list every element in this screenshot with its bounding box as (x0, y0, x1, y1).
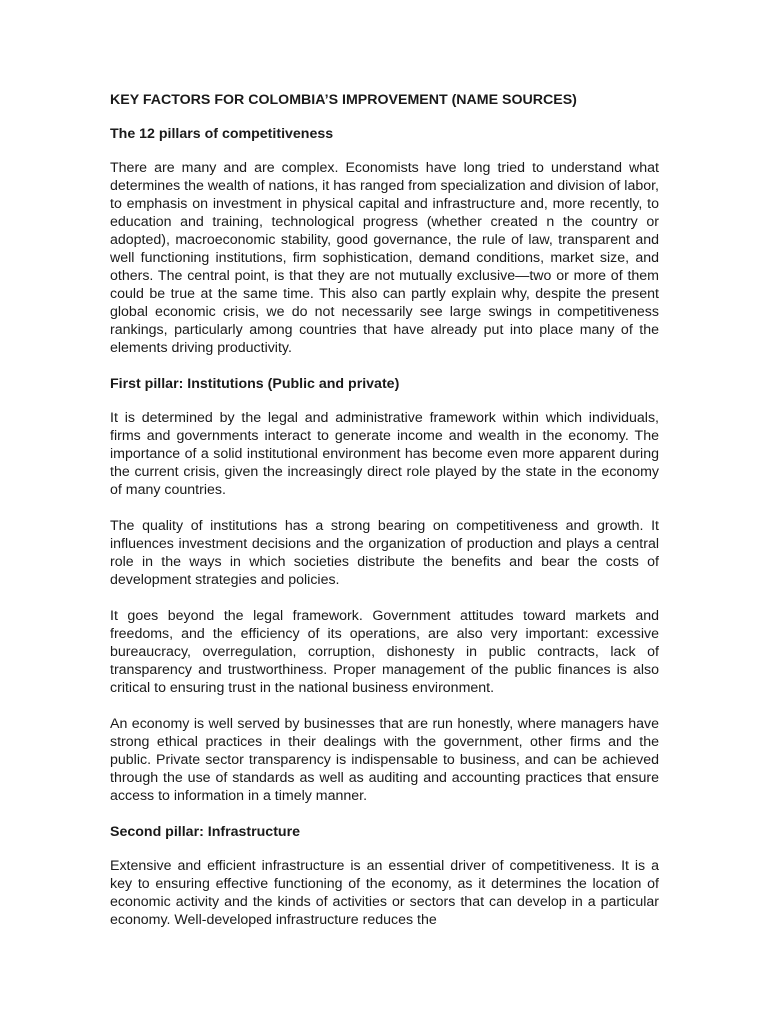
document-title: KEY FACTORS FOR COLOMBIA’S IMPROVEMENT (NAME SOURCES) (110, 92, 577, 108)
paragraph: It goes beyond the legal framework. Government attitudes toward markets and freedoms, and the efficiency of its operations, are also very important: excessive bureaucracy, overregulation, corruption, dishonesty in public contracts, lack of transparency and trustworthiness. Proper management of the public finances is also critical to ensuring trust in the national business environment. (110, 608, 659, 696)
paragraph: Extensive and efficient infrastructure is an essential driver of competitiveness. It is a key to ensuring effective functioning of the economy, as it determines the location of economic activity and the kinds of activities or sectors that can develop in a particular economy. Well-developed infrastructure reduces the (110, 858, 659, 928)
paragraph: The quality of institutions has a strong bearing on competitiveness and growth. It influences investment decisions and the organization of production and plays a central role in the ways in which societies distribute the benefits and bear the costs of development strategies and policies. (110, 518, 659, 588)
section-heading-pillars: The 12 pillars of competitiveness (110, 126, 334, 142)
section-heading-institutions: First pillar: Institutions (Public and private) (110, 376, 400, 392)
document-page (110, 91, 659, 947)
paragraph: An economy is well served by businesses that are run honestly, where managers have strong ethical practices in their dealings with the government, other firms and the public. Private sector transparency is indispensable to business, and can be achieved through the use of standards as well as auditing and accounting practices that ensure access to information in a timely manner. (110, 716, 659, 804)
paragraph: There are many and are complex. Economists have long tried to understand what determines the wealth of nations, it has ranged from specialization and division of labor, to emphasis on investment in physical capital and infrastructure and, more recently, to education and training, technological progress (whether created n the country or adopted), macroeconomic stability, good governance, the rule of law, transparent and well functioning institutions, firm sophistication, demand conditions, market size, and others. The central point, is that they are not mutually exclusive—two or more of them could be true at the same time. This also can partly explain why, despite the present global economic crisis, we do not necessarily see large swings in competitiveness rankings, particularly among countries that have already put into place many of the elements driving productivity. (110, 160, 659, 356)
section-heading-infrastructure: Second pillar: Infrastructure (110, 824, 300, 840)
paragraph: It is determined by the legal and administrative framework within which individuals, firms and governments interact to generate income and wealth in the economy. The importance of a solid institutional environment has become even more apparent during the current crisis, given the increasingly direct role played by the state in the economy of many countries. (110, 410, 659, 498)
